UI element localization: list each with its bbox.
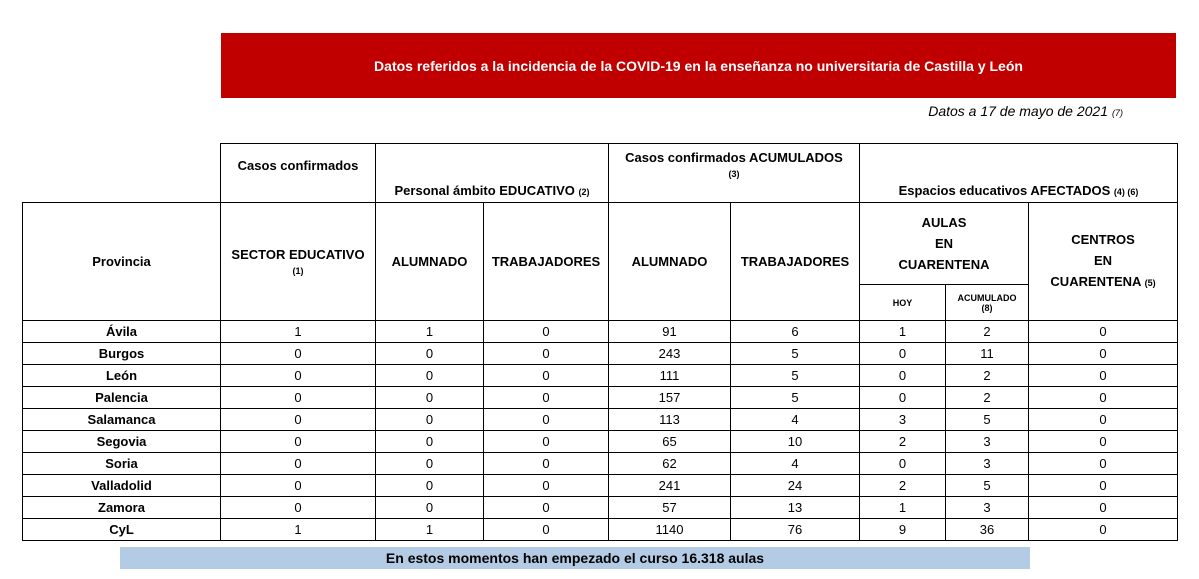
value-cell-tr2: 5 <box>731 387 860 409</box>
value-cell-al1: 0 <box>376 475 484 497</box>
value-cell-centros: 0 <box>1029 387 1178 409</box>
value-cell-tr1: 0 <box>484 343 609 365</box>
province-cell: Segovia <box>23 431 221 453</box>
province-cell: Salamanca <box>23 409 221 431</box>
table-row <box>23 321 1178 343</box>
value-cell-sector: 1 <box>221 321 376 343</box>
value-cell-tr1: 0 <box>484 453 609 475</box>
table-row <box>23 453 1178 475</box>
report-date-note: (7) <box>1112 108 1123 118</box>
value-cell-al2: 111 <box>609 365 731 387</box>
table-row <box>23 497 1178 519</box>
table-row <box>23 519 1178 541</box>
value-cell-al1: 1 <box>376 519 484 541</box>
value-cell-tr2: 5 <box>731 343 860 365</box>
table-row <box>23 343 1178 365</box>
value-cell-centros: 0 <box>1029 431 1178 453</box>
value-cell-hoy: 0 <box>860 387 946 409</box>
province-cell: Burgos <box>23 343 221 365</box>
value-cell-centros: 0 <box>1029 475 1178 497</box>
value-cell-acum: 2 <box>946 387 1029 409</box>
header-centros-cuarentena: CENTROS EN CUARENTENA (5) <box>1029 203 1178 321</box>
value-cell-hoy: 0 <box>860 453 946 475</box>
value-cell-hoy: 1 <box>860 497 946 519</box>
value-cell-tr2: 13 <box>731 497 860 519</box>
report-date-text: Datos a 17 de mayo de 2021 <box>928 103 1108 119</box>
value-cell-hoy: 2 <box>860 475 946 497</box>
value-cell-tr2: 10 <box>731 431 860 453</box>
value-cell-centros: 0 <box>1029 343 1178 365</box>
value-cell-centros: 0 <box>1029 409 1178 431</box>
column-header-row <box>23 203 1178 285</box>
value-cell-tr2: 4 <box>731 409 860 431</box>
value-cell-hoy: 9 <box>860 519 946 541</box>
value-cell-al1: 0 <box>376 497 484 519</box>
value-cell-sector: 1 <box>221 519 376 541</box>
header-aulas-cuarentena: AULAS EN CUARENTENA <box>860 203 1029 285</box>
value-cell-al2: 157 <box>609 387 731 409</box>
value-cell-al1: 0 <box>376 365 484 387</box>
value-cell-sector: 0 <box>221 453 376 475</box>
province-cell: CyL <box>23 519 221 541</box>
value-cell-centros: 0 <box>1029 321 1178 343</box>
group-header-row <box>23 144 1178 203</box>
value-cell-al2: 113 <box>609 409 731 431</box>
table-row <box>23 475 1178 497</box>
report-date <box>928 103 1123 119</box>
value-cell-al2: 241 <box>609 475 731 497</box>
value-cell-sector: 0 <box>221 343 376 365</box>
value-cell-tr1: 0 <box>484 431 609 453</box>
value-cell-al1: 0 <box>376 409 484 431</box>
value-cell-acum: 5 <box>946 409 1029 431</box>
value-cell-al2: 91 <box>609 321 731 343</box>
province-cell: Palencia <box>23 387 221 409</box>
value-cell-tr1: 0 <box>484 387 609 409</box>
value-cell-acum: 3 <box>946 431 1029 453</box>
group-header-espacios: Espacios educativos AFECTADOS (4) (6) <box>860 144 1178 203</box>
report-title: Datos referidos a la incidencia de la COVID-19 en la enseñanza no universitaria de Castilla y León <box>374 57 1023 74</box>
value-cell-al1: 0 <box>376 343 484 365</box>
covid-education-table <box>22 143 1178 541</box>
value-cell-acum: 36 <box>946 519 1029 541</box>
table-body <box>23 321 1178 541</box>
value-cell-centros: 0 <box>1029 519 1178 541</box>
value-cell-hoy: 2 <box>860 431 946 453</box>
value-cell-acum: 3 <box>946 453 1029 475</box>
value-cell-acum: 5 <box>946 475 1029 497</box>
footer-banner <box>120 547 1030 569</box>
header-hoy: HOY <box>860 285 946 321</box>
value-cell-al1: 0 <box>376 387 484 409</box>
value-cell-acum: 2 <box>946 321 1029 343</box>
value-cell-acum: 2 <box>946 365 1029 387</box>
header-alumnado-acumulados: ALUMNADO <box>609 203 731 321</box>
value-cell-hoy: 1 <box>860 321 946 343</box>
value-cell-sector: 0 <box>221 387 376 409</box>
value-cell-tr2: 5 <box>731 365 860 387</box>
header-alumnado-personal: ALUMNADO <box>376 203 484 321</box>
value-cell-hoy: 0 <box>860 343 946 365</box>
table-row <box>23 431 1178 453</box>
value-cell-sector: 0 <box>221 431 376 453</box>
value-cell-al2: 1140 <box>609 519 731 541</box>
header-trabajadores-acumulados: TRABAJADORES <box>731 203 860 321</box>
province-cell: León <box>23 365 221 387</box>
value-cell-tr1: 0 <box>484 321 609 343</box>
report-title-banner <box>221 33 1176 98</box>
value-cell-tr1: 0 <box>484 519 609 541</box>
value-cell-tr1: 0 <box>484 475 609 497</box>
empty-corner-cell <box>23 144 221 203</box>
value-cell-al2: 243 <box>609 343 731 365</box>
group-header-personal: Personal ámbito EDUCATIVO (2) <box>376 144 609 203</box>
value-cell-centros: 0 <box>1029 365 1178 387</box>
value-cell-al2: 65 <box>609 431 731 453</box>
value-cell-al1: 1 <box>376 321 484 343</box>
table-row <box>23 387 1178 409</box>
header-acumulado: ACUMULADO (8) <box>946 285 1029 321</box>
value-cell-tr2: 4 <box>731 453 860 475</box>
value-cell-al1: 0 <box>376 453 484 475</box>
header-provincia: Provincia <box>23 203 221 321</box>
province-cell: Zamora <box>23 497 221 519</box>
header-sector-educativo: SECTOR EDUCATIVO (1) <box>221 203 376 321</box>
value-cell-tr1: 0 <box>484 409 609 431</box>
value-cell-tr2: 6 <box>731 321 860 343</box>
value-cell-sector: 0 <box>221 475 376 497</box>
value-cell-hoy: 0 <box>860 365 946 387</box>
group-header-acumulados: Casos confirmados ACUMULADOS (3) <box>609 144 860 203</box>
value-cell-al2: 62 <box>609 453 731 475</box>
value-cell-sector: 0 <box>221 365 376 387</box>
value-cell-centros: 0 <box>1029 453 1178 475</box>
header-trabajadores-personal: TRABAJADORES <box>484 203 609 321</box>
value-cell-tr2: 76 <box>731 519 860 541</box>
value-cell-hoy: 3 <box>860 409 946 431</box>
value-cell-centros: 0 <box>1029 497 1178 519</box>
table-row <box>23 409 1178 431</box>
province-cell: Soria <box>23 453 221 475</box>
group-header-casos: Casos confirmados <box>221 144 376 203</box>
value-cell-sector: 0 <box>221 409 376 431</box>
value-cell-tr1: 0 <box>484 365 609 387</box>
value-cell-acum: 11 <box>946 343 1029 365</box>
province-cell: Ávila <box>23 321 221 343</box>
province-cell: Valladolid <box>23 475 221 497</box>
table-row <box>23 365 1178 387</box>
value-cell-al2: 57 <box>609 497 731 519</box>
footer-text: En estos momentos han empezado el curso 16.318 aulas <box>385 550 765 566</box>
value-cell-al1: 0 <box>376 431 484 453</box>
value-cell-acum: 3 <box>946 497 1029 519</box>
value-cell-tr2: 24 <box>731 475 860 497</box>
value-cell-sector: 0 <box>221 497 376 519</box>
value-cell-tr1: 0 <box>484 497 609 519</box>
